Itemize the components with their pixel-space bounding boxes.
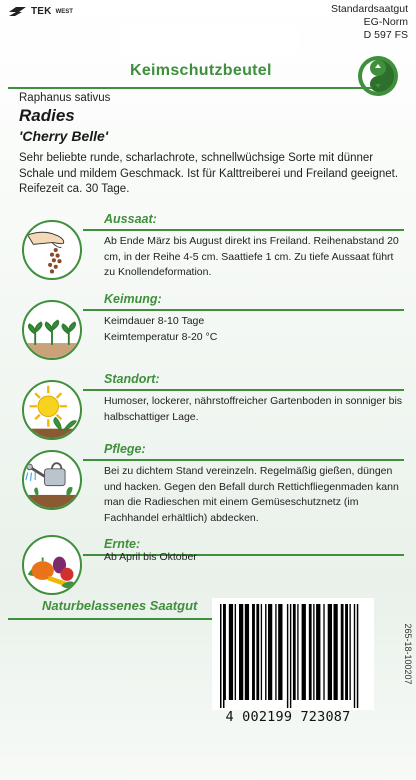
section-text: Ab Ende März bis August direkt ins Freiland. Reihenabstand 20 cm, in der Reihe 4-5 cm. Saattiefe 1 cm. Zu tiefe Aussaat führt zu Knollendeformation. bbox=[104, 235, 399, 278]
plant-name: Radies bbox=[19, 106, 75, 125]
slogan: Naturbelassenes Saatgut bbox=[42, 598, 198, 613]
barcode-bar bbox=[354, 604, 356, 708]
barcode-bar bbox=[334, 604, 338, 700]
barcode-number: 4 002199 723087 bbox=[225, 709, 351, 725]
barcode-bar bbox=[332, 604, 333, 700]
section-text: Ab April bis Oktober bbox=[104, 551, 197, 563]
barcode-bar bbox=[272, 604, 275, 700]
side-code bbox=[403, 602, 413, 706]
barcode-bar bbox=[233, 604, 234, 700]
barcode-bar bbox=[220, 604, 222, 708]
barcode-bar bbox=[309, 604, 312, 700]
barcode-bar bbox=[306, 604, 309, 700]
barcode-bar bbox=[226, 604, 229, 700]
sun-plant-icon bbox=[22, 380, 82, 440]
barcode-bar bbox=[283, 604, 286, 700]
standard-line-1: Standardsaatgut bbox=[330, 3, 408, 15]
barcode-bar bbox=[351, 604, 354, 700]
barcode-bar bbox=[299, 604, 302, 700]
barcode-bar bbox=[297, 604, 298, 700]
label-field bbox=[118, 26, 299, 57]
barcode-bar bbox=[316, 604, 320, 700]
barcode-bar bbox=[278, 604, 282, 700]
watering-can-icon bbox=[22, 450, 82, 510]
header-divider bbox=[8, 87, 372, 89]
barcode-bar bbox=[222, 604, 224, 708]
barcode-bar bbox=[261, 604, 262, 700]
barcode-bar bbox=[285, 604, 287, 708]
seedlings-icon bbox=[22, 300, 82, 360]
barcode-bar bbox=[291, 604, 293, 708]
standard-line-3: D 597 FS bbox=[363, 29, 408, 41]
section-text: Keimdauer 8-10 Tage Keimtemperatur 8-20 °C bbox=[104, 315, 218, 343]
brand-logo bbox=[8, 6, 73, 17]
barcode-bar bbox=[348, 604, 349, 700]
barcode-bar bbox=[223, 604, 225, 708]
barcode-bar bbox=[239, 604, 243, 700]
bag-label: Keimschutzbeutel bbox=[130, 62, 272, 79]
latin-name: Raphanus sativus bbox=[19, 92, 111, 104]
barcode-bar bbox=[229, 604, 233, 700]
section-title: Keimung: bbox=[104, 292, 162, 306]
barcode-bar bbox=[243, 604, 244, 700]
barcode-bar bbox=[287, 604, 289, 708]
tek-logo-icon bbox=[8, 6, 28, 17]
barcode-bar bbox=[256, 604, 259, 700]
section-title: Aussaat: bbox=[104, 212, 157, 226]
barcode-bar bbox=[341, 604, 344, 700]
section-title: Ernte: bbox=[104, 537, 141, 551]
section-text: Bei zu dichtem Stand vereinzeln. Regelmäßig gießen, düngen und hacken. Gegen den Befall durch Rettichfliegenmaden kann man die Radieschen mit einem Gemüseschutznetz (im Fachhandel erhältlich) abdecken. bbox=[104, 465, 399, 524]
standard-info bbox=[331, 3, 408, 42]
intro-text: Sehr beliebte runde, scharlachrote, schnellwüchsige Sorte mit dünner Schale und mildem Geschmack. Ist für Kalttreiberei und Freiland geeignet. Reifezeit ca. 30 Tage. bbox=[19, 152, 399, 195]
barcode-bar bbox=[235, 604, 236, 700]
slogan-divider bbox=[8, 618, 234, 620]
green-dot-icon bbox=[357, 55, 399, 97]
barcode-bar bbox=[357, 604, 359, 708]
barcode-bar bbox=[344, 604, 345, 700]
barcode-bar bbox=[325, 604, 328, 700]
barcode-bar bbox=[349, 604, 350, 700]
barcode-bar bbox=[225, 604, 226, 700]
section-title: Standort: bbox=[104, 372, 160, 386]
barcode-bar bbox=[312, 604, 313, 700]
barcode-bar bbox=[255, 604, 256, 700]
side-code-text: 265-18-100207 bbox=[403, 623, 413, 685]
barcode-bar bbox=[323, 604, 324, 700]
harvest-vegetables-icon bbox=[22, 535, 82, 595]
barcode-bar bbox=[267, 604, 268, 700]
barcode-bar bbox=[293, 604, 296, 700]
section-divider bbox=[83, 459, 404, 461]
sowing-hand-icon bbox=[22, 220, 82, 280]
barcode-bar bbox=[265, 604, 266, 700]
barcode-bar bbox=[328, 604, 332, 700]
barcode-bar bbox=[290, 604, 292, 708]
barcode-bar bbox=[268, 604, 272, 700]
barcode-bar bbox=[259, 604, 260, 700]
brand-name: TEK bbox=[31, 6, 52, 17]
standard-line-2: EG-Norm bbox=[363, 16, 408, 28]
barcode-bar bbox=[288, 604, 290, 708]
section-divider bbox=[83, 229, 404, 231]
barcode-bar bbox=[313, 604, 314, 700]
barcode-bar bbox=[355, 604, 357, 708]
barcode-bar bbox=[338, 604, 341, 700]
barcode-bar bbox=[236, 604, 239, 700]
barcode-bar bbox=[252, 604, 255, 700]
barcode-bar bbox=[315, 604, 316, 700]
barcode-bar bbox=[345, 604, 348, 700]
barcode-bars bbox=[212, 598, 374, 710]
barcode-bar bbox=[262, 604, 265, 700]
barcode-bar bbox=[277, 604, 278, 700]
variety-name: 'Cherry Belle' bbox=[19, 128, 109, 144]
barcode-bar bbox=[249, 604, 252, 700]
section-text: Humoser, lockerer, nährstoffreicher Gartenboden in sonniger bis halbschattiger Lage. bbox=[104, 395, 403, 423]
brand-sub: WEST bbox=[55, 8, 73, 15]
barcode-bar bbox=[245, 604, 249, 700]
section-divider bbox=[83, 389, 404, 391]
barcode-bar bbox=[302, 604, 306, 700]
barcode-bar bbox=[320, 604, 323, 700]
barcode-bar bbox=[275, 604, 276, 700]
section-title: Pflege: bbox=[104, 442, 146, 456]
barcode-bar bbox=[296, 604, 297, 700]
barcode bbox=[212, 598, 374, 710]
section-divider bbox=[83, 309, 404, 311]
